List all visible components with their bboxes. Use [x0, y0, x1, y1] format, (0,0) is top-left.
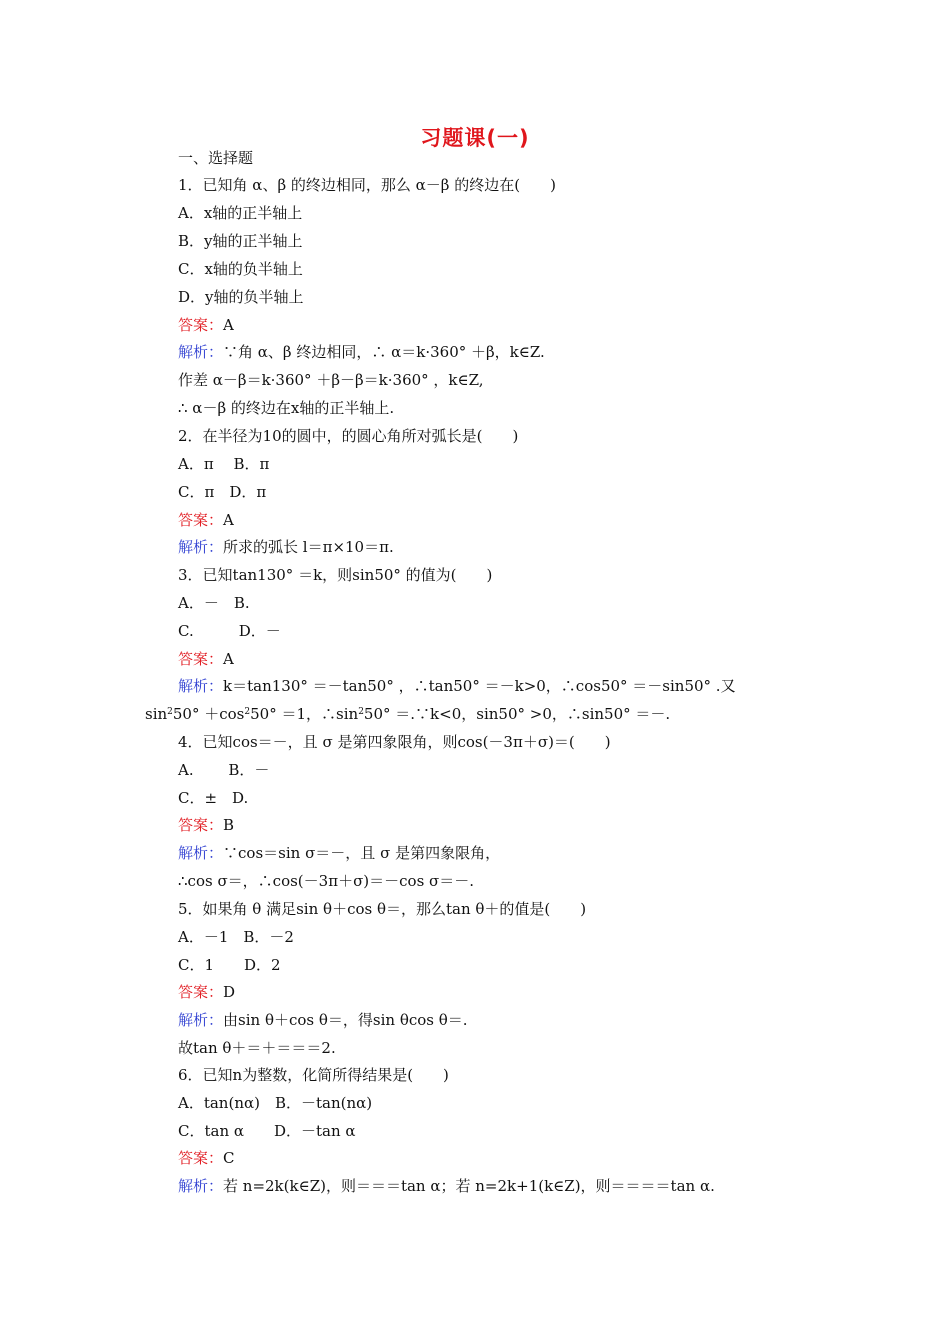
- question-1-option-b: B．y轴的正半轴上: [178, 232, 303, 250]
- question-4-explanation-line-2: ∴cos σ＝，∴cos(－3π＋σ)＝－cos σ＝－.: [178, 872, 475, 890]
- answer-label: 答案：: [178, 316, 224, 334]
- question-3-answer: [178, 649, 234, 669]
- question-5-options-ab: A．－1 B．－2: [178, 928, 294, 946]
- text-fragment: 50° ＝1，∴sin: [250, 705, 359, 723]
- question-3-options-ab: A．－ B.: [178, 594, 250, 612]
- explanation-label: 解析：: [178, 343, 224, 361]
- answer-value: D: [223, 983, 236, 1001]
- explanation-text: ∵cos＝sin σ＝－，且 σ 是第四象限角，: [223, 844, 501, 862]
- text-fragment: 50° ＝.∵k<0，sin50° >0，∴sin50° ＝－.: [363, 705, 671, 723]
- answer-label: 答案：: [178, 511, 224, 529]
- text-fragment: sin: [145, 705, 168, 723]
- explanation-text: k＝tan130° ＝－tan50° ，∴tan50° ＝－k>0，∴cos50° ＝－sin50° .又: [223, 677, 736, 695]
- answer-value: A: [223, 650, 234, 668]
- answer-label: 答案：: [178, 816, 224, 834]
- question-6-stem: 6．已知n为整数，化简所得结果是( ): [178, 1066, 449, 1084]
- question-6-options-ab: A．tan(nα) B．－tan(nα): [178, 1094, 373, 1112]
- explanation-text: ∵角 α、β 终边相同，∴ α＝k·360° ＋β，k∈Z.: [223, 343, 545, 361]
- question-4-explanation: [178, 843, 500, 863]
- explanation-label: 解析：: [178, 844, 224, 862]
- question-5-explanation-line-2: 故tan θ＋＝＋＝＝＝2.: [178, 1039, 336, 1057]
- question-3-stem: 3．已知tan130° ＝k，则sin50° 的值为( ): [178, 566, 493, 584]
- question-6-explanation: [178, 1176, 715, 1196]
- question-1-explanation-line-2: 作差 α－β＝k·360° ＋β－β＝k·360° ，k∈Z,: [178, 371, 484, 389]
- explanation-text: 所求的弧长 l＝π×10＝π.: [223, 538, 394, 556]
- explanation-label: 解析：: [178, 1011, 224, 1029]
- question-2-stem: 2．在半径为10的圆中，的圆心角所对弧长是( ): [178, 427, 519, 445]
- question-1-option-d: D．y轴的负半轴上: [178, 288, 304, 306]
- section-heading: 一、选择题: [178, 149, 254, 167]
- explanation-label: 解析：: [178, 538, 224, 556]
- question-1-option-c: C．x轴的负半轴上: [178, 260, 303, 278]
- question-1-answer: [178, 315, 234, 335]
- question-5-explanation: [178, 1010, 468, 1030]
- superscript: 2: [244, 707, 251, 717]
- question-2-options-cd: C．π D．π: [178, 483, 267, 501]
- explanation-text: 若 n=2k(k∈Z)，则＝＝＝tan α；若 n=2k+1(k∈Z)，则＝＝＝＝tan α.: [223, 1177, 715, 1195]
- answer-value: A: [223, 511, 234, 529]
- question-5-options-cd: C．1 D．2: [178, 956, 281, 974]
- answer-label: 答案：: [178, 1149, 224, 1167]
- question-2-options-ab: A．π B．π: [178, 455, 270, 473]
- answer-label: 答案：: [178, 983, 224, 1001]
- answer-label: 答案：: [178, 650, 224, 668]
- answer-value: C: [223, 1149, 235, 1167]
- answer-value: B: [223, 816, 235, 834]
- question-4-options-cd: C．± D.: [178, 789, 249, 807]
- question-3-explanation-wrap: [145, 704, 670, 724]
- explanation-text: 由sin θ＋cos θ＝，得sin θcos θ＝.: [223, 1011, 468, 1029]
- question-1-explanation-line-3: ∴ α－β 的终边在x轴的正半轴上.: [178, 399, 395, 417]
- answer-value: A: [223, 316, 234, 334]
- superscript: 2: [358, 707, 364, 717]
- superscript: 2: [167, 707, 173, 717]
- question-2-explanation: [178, 537, 394, 557]
- page-title: 习题课(一): [420, 126, 530, 150]
- question-5-answer: [178, 982, 235, 1002]
- text-fragment: 50° ＋cos: [172, 705, 245, 723]
- question-6-options-cd: C．tan α D．－tan α: [178, 1122, 356, 1140]
- question-6-answer: [178, 1148, 235, 1168]
- explanation-label: 解析：: [178, 677, 224, 695]
- question-4-stem: 4．已知cos＝－，且 σ 是第四象限角，则cos(－3π＋σ)＝( ): [178, 733, 611, 751]
- question-4-answer: [178, 815, 234, 835]
- question-5-stem: 5．如果角 θ 满足sin θ＋cos θ＝，那么tan θ＋的值是( ): [178, 900, 587, 918]
- question-3-explanation: [178, 676, 736, 696]
- question-1-option-a: A．x轴的正半轴上: [178, 204, 303, 222]
- question-3-options-cd: C. D．－: [178, 622, 281, 640]
- question-1-explanation: [178, 342, 545, 362]
- question-1-stem: 1．已知角 α、β 的终边相同，那么 α－β 的终边在( ): [178, 176, 556, 194]
- question-4-options-ab: A. B．－: [178, 761, 270, 779]
- explanation-label: 解析：: [178, 1177, 224, 1195]
- question-2-answer: [178, 510, 234, 530]
